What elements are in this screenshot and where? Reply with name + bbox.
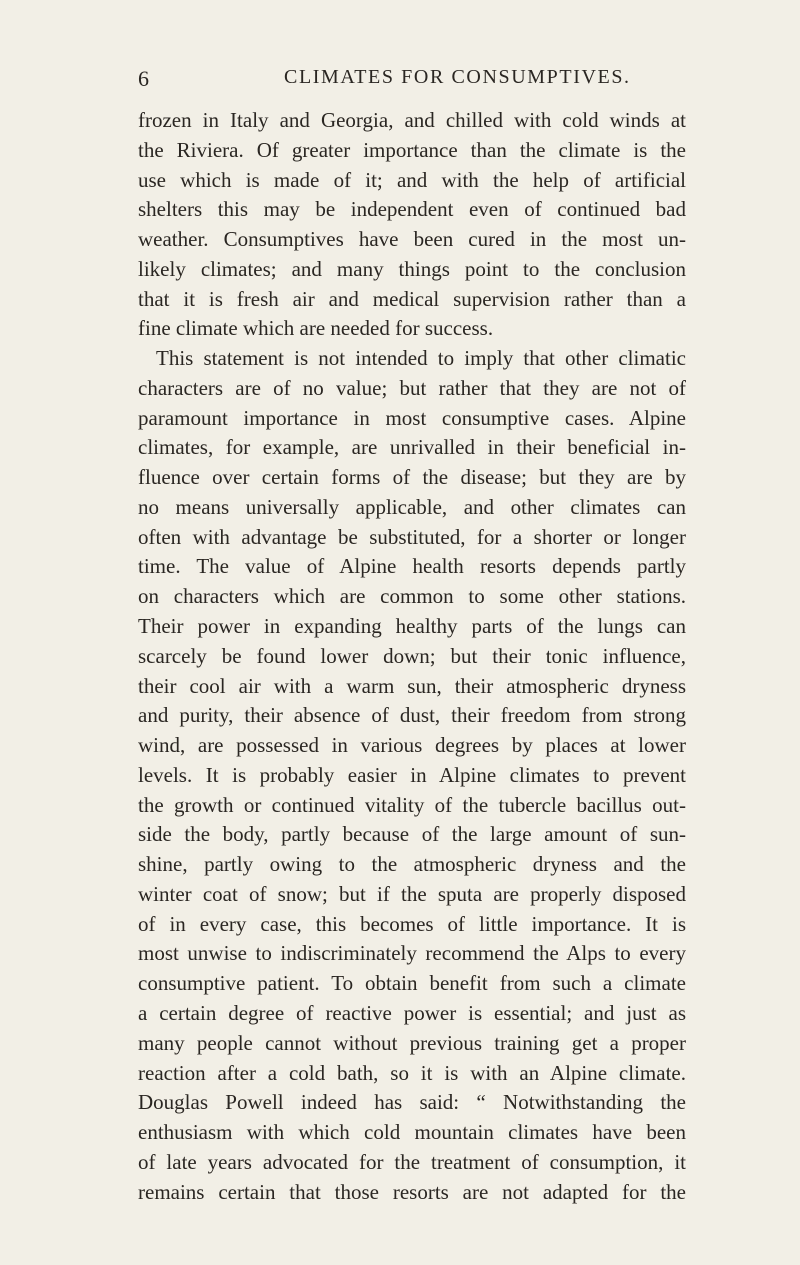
text-line: levels. It is probably easier in Alpine climates to prevent [138,762,686,787]
text-line: and purity, their absence of dust, their freedom from strong [138,703,686,728]
page-number: 6 [138,66,150,91]
text-line: frozen in Italy and Georgia, and chilled with cold winds at [138,108,686,132]
text-line: fluence over certain forms of the disease; but they are by [138,465,686,490]
text-line: remains certain that those resorts are not adapted for the [138,1179,686,1204]
text-line: a certain degree of reactive power is essential; and just as [138,1000,686,1025]
text-line: most unwise to indiscriminately recommend the Alps to every [138,941,686,966]
text-line: many people cannot without previous training get a proper [138,1030,686,1055]
text-line: Their power in expanding healthy parts of the lungs can [138,614,686,639]
text-line: This statement is not intended to imply that other climatic [156,346,686,371]
text-line: often with advantage be substituted, for a shorter or longer [138,524,686,549]
text-line: of in every case, this becomes of little importance. It is [138,911,686,936]
text-line: no means universally applicable, and other climates can [138,494,686,519]
text-line: winter coat of snow; but if the sputa are properly disposed [138,881,686,906]
page-header [138,66,718,102]
text-line: likely climates; and many things point to the conclusion [138,256,686,281]
text-line: of late years advocated for the treatment of consumption, it [138,1149,686,1174]
text-line: the growth or continued vitality of the tubercle bacillus out- [138,792,686,817]
running-head: CLIMATES FOR CONSUMPTIVES. [284,66,631,88]
text-line: climates, for example, are unrivalled in their beneficial in- [138,435,686,460]
text-line: their cool air with a warm sun, their atmospheric dryness [138,673,686,698]
text-line: weather. Consumptives have been cured in the most un- [138,227,686,252]
text-line: that it is fresh air and medical supervision rather than a [138,286,686,311]
text-line: characters are of no value; but rather that they are not of [138,375,686,400]
text-line: on characters which are common to some other stations. [138,584,686,609]
text-line: shelters this may be independent even of continued bad [138,197,686,222]
text-line: paramount importance in most consumptive cases. Alpine [138,405,686,430]
text-line: fine climate which are needed for success. [138,316,494,341]
text-line: consumptive patient. To obtain benefit from such a climate [138,971,686,996]
text-line: wind, are possessed in various degrees by places at lower [138,733,686,758]
text-line: scarcely be found lower down; but their tonic influence, [138,643,686,668]
text-line: time. The value of Alpine health resorts depends partly [138,554,686,579]
text-line: side the body, partly because of the large amount of sun- [138,822,686,847]
text-line: the Riviera. Of greater importance than the climate is the [138,137,686,162]
text-line: Douglas Powell indeed has said: “ Notwithstanding the [138,1090,686,1115]
body-text [138,106,686,1207]
text-line: use which is made of it; and with the help of artificial [138,167,686,192]
text-line: shine, partly owing to the atmospheric dryness and the [138,852,686,877]
text-line: enthusiasm with which cold mountain climates have been [138,1120,686,1145]
text-line: reaction after a cold bath, so it is with an Alpine climate. [138,1060,686,1085]
